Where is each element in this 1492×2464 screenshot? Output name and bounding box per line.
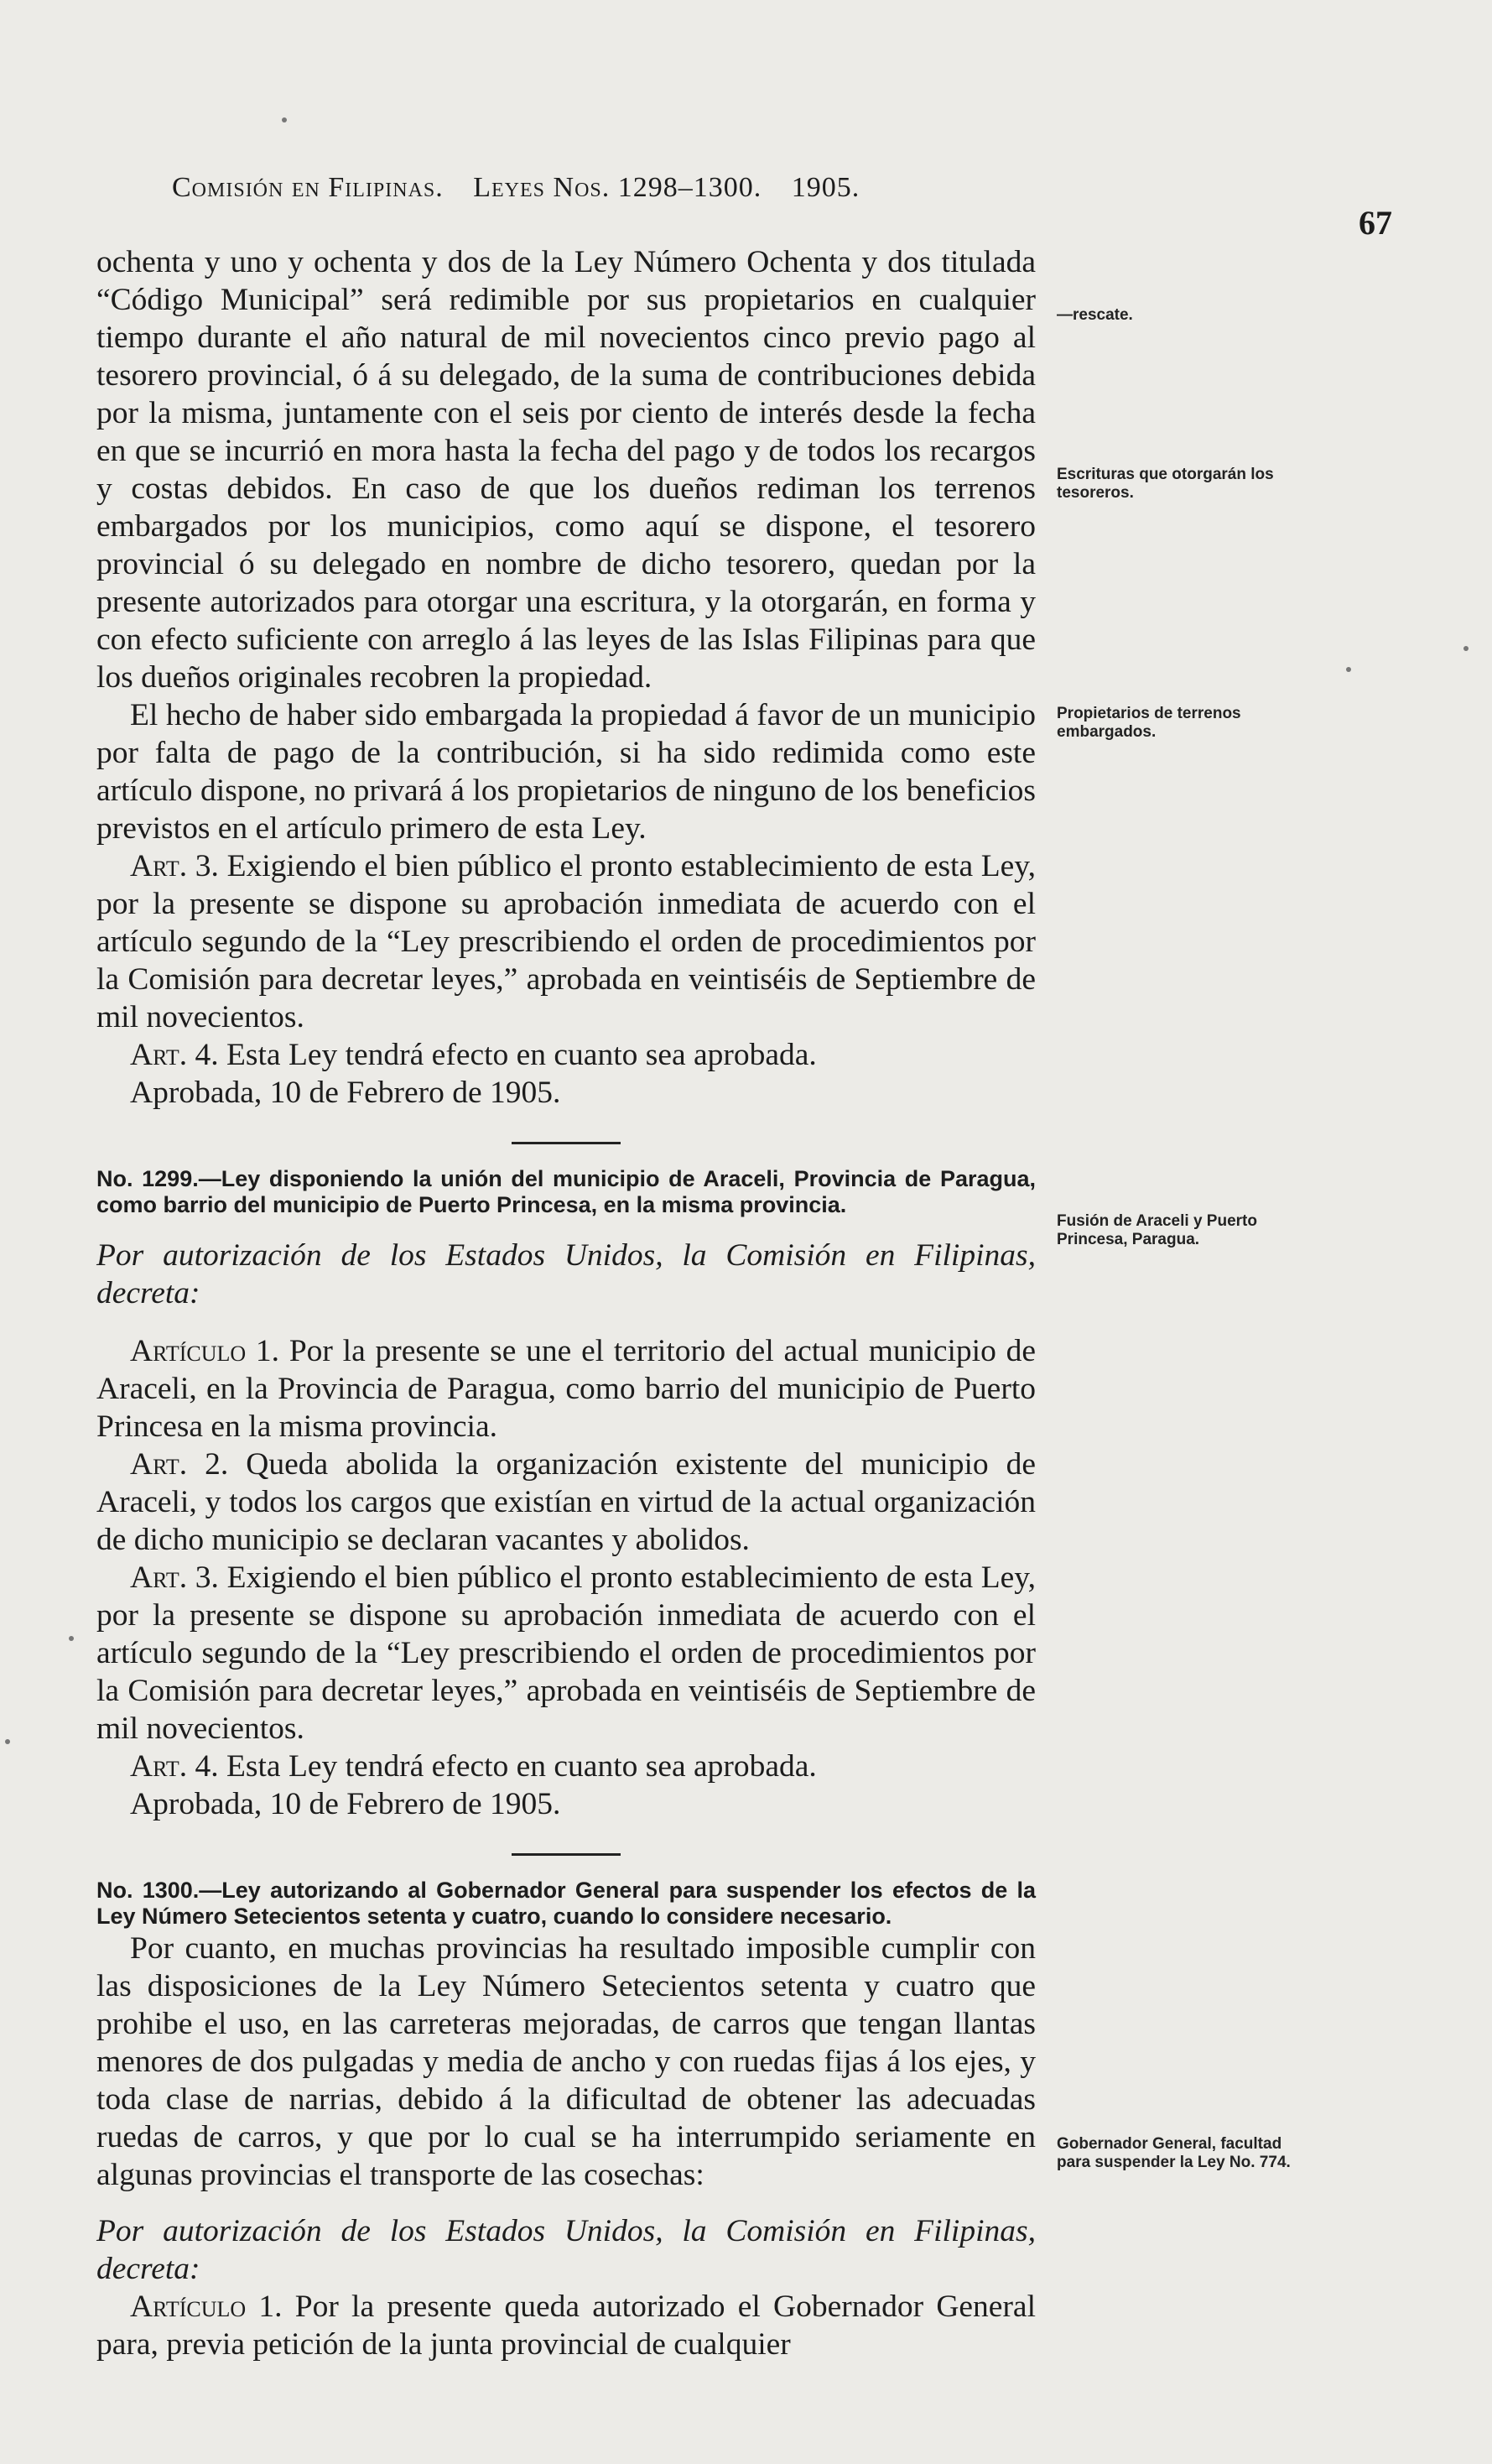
margin-note-escrituras: Escrituras que otorgarán los tesoreros.	[1057, 466, 1274, 502]
law-1300-article-1-text: Por la presente queda autorizado el Gobernador General para, previa petición de la junta provincial de cualquier	[96, 2289, 1036, 2362]
margin-note-propietarios: Propietarios de terrenos embargados.	[1057, 705, 1241, 741]
law-1299-article-3-text: Exigiendo el bien público el pronto establecimiento de esta Ley, por la presente se dispone su aprobación inmediata de acuerdo con el artículo segundo de la “Ley prescribiendo el orden de procedimientos por la Comisión para decretar leyes,” aprobada en veintiséis de Septiembre de mil novecientos.	[96, 1560, 1037, 1746]
law-1299-decretal: Por autorización de los Estados Unidos, la Comisión en Filipinas, decreta:	[96, 1238, 1036, 1310]
law-1299-article-3	[96, 1559, 1036, 1748]
law-1299-article-4-text: Esta Ley tendrá efecto en cuanto sea aprobada.	[226, 1749, 817, 1784]
law-1299-article-1-label: Artículo 1.	[130, 1334, 280, 1368]
main-text-column	[96, 243, 1036, 2363]
running-head-year: 1905.	[791, 172, 860, 203]
law-1300-whereas: Por cuanto, en muchas provincias ha resultado imposible cumplir con las disposiciones de la Ley Número Setecientos setenta y cuatro que prohibe el uso, en las carreteras mejoradas, de carros que tengan llantas menores de dos pulgadas y media de ancho y con ruedas fijas á los ejes, y toda clase de narrias, debido á la dificultad de obtener las adecuadas ruedas de carros, y que por lo cual se ha interrumpido seriamente en algunas provincias el transporte de las cosechas:	[96, 1931, 1036, 2192]
law-1300-decretal: Por autorización de los Estados Unidos, la Comisión en Filipinas, decreta:	[96, 2214, 1036, 2286]
article-3-text: Exigiendo el bien público el pronto establecimiento de esta Ley, por la presente se dispone su aprobación inmediata de acuerdo con el artículo segundo de la “Ley prescribiendo el orden de procedimientos por la Comisión para decretar leyes,” aprobada en veintiséis de Septiembre de mil novecientos.	[96, 849, 1037, 1034]
scan-speck	[1463, 646, 1469, 651]
law-1299-article-1-text: Por la presente se une el territorio del actual municipio de Araceli, en la Provincia de Paragua, como barrio del municipio de Puerto Princesa en la misma provincia.	[96, 1334, 1036, 1444]
law-1299-article-4-label: Art. 4.	[130, 1749, 219, 1784]
scan-speck	[282, 117, 287, 122]
law-1299-article-2-text: Queda abolida la organización existente del municipio de Araceli, y todos los cargos que existían en virtud de la actual organización de dicho municipio se declaran vacantes y abolidos.	[96, 1447, 1037, 1557]
page-number: 67	[1359, 204, 1392, 242]
law-1300-article-1	[96, 2288, 1036, 2363]
article-4	[96, 1036, 1036, 1074]
running-head	[172, 172, 1053, 204]
article-4-label: Art. 4.	[130, 1038, 219, 1072]
law-1299-article-2	[96, 1446, 1036, 1559]
margin-note-gobernador: Gobernador General, facultad para suspender la Ley No. 774.	[1057, 2135, 1291, 2171]
law-1300-heading: No. 1300.—Ley autorizando al Gobernador General para suspender los efectos de la Ley Número Setecientos setenta y cuatro, cuando lo considere necesario.	[96, 1878, 1036, 1929]
law-1299-article-3-label: Art. 3.	[130, 1560, 219, 1595]
law-1300-article-1-label: Artículo 1.	[130, 2289, 283, 2324]
scan-speck	[5, 1739, 10, 1744]
article-3-label: Art. 3.	[130, 849, 219, 883]
law-1299-article-1	[96, 1332, 1036, 1446]
margin-note-fusion: Fusión de Araceli y Puerto Princesa, Paragua.	[1057, 1212, 1257, 1248]
scan-speck	[69, 1636, 74, 1641]
paragraph-continued: ochenta y uno y ochenta y dos de la Ley Número Ochenta y dos titulada “Código Municipal” será redimible por sus propietarios en cualquier tiempo durante el año natural de mil novecientos cinco previo pago al tesorero provincial, ó á su delegado, de la suma de contribuciones debida por la misma, juntamente con el seis por ciento de interés desde la fecha en que se incurrió en mora hasta la fecha del pago y de todos los recargos y costas debidos. En caso de que los dueños rediman los terrenos embargados por los municipios, como aquí se dispone, el tesorero provincial ó su delegado en nombre de dicho tesorero, quedan por la presente autorizados para otorgar una escritura, y la otorgarán, en forma y con efecto suficiente con arreglo á las leyes de las Islas Filipinas para que los dueños originales recobren la propiedad.	[96, 245, 1036, 695]
margin-note-rescate: —rescate.	[1057, 306, 1133, 324]
section-divider	[512, 1142, 621, 1144]
article-3	[96, 847, 1036, 1036]
law-1299-article-2-label: Art. 2.	[130, 1447, 229, 1482]
running-head-commission: Comisión en Filipinas.	[172, 172, 444, 203]
running-head-laws: Leyes Nos. 1298–1300.	[473, 172, 762, 203]
paragraph-embargo: El hecho de haber sido embargada la propiedad á favor de un municipio por falta de pago de la contribución, si ha sido redimida como este artículo dispone, no privará á los propietarios de ninguno de los beneficios previstos en el artículo primero de esta Ley.	[96, 698, 1036, 846]
law-1299-approval-date: Aprobada, 10 de Febrero de 1905.	[130, 1787, 561, 1821]
section-divider	[512, 1853, 621, 1856]
law-1299-heading: No. 1299.—Ley disponiendo la unión del municipio de Araceli, Provincia de Paragua, como barrio del municipio de Puerto Princesa, en la misma provincia.	[96, 1166, 1036, 1217]
article-4-text: Esta Ley tendrá efecto en cuanto sea aprobada.	[226, 1038, 817, 1072]
approval-date: Aprobada, 10 de Febrero de 1905.	[130, 1076, 561, 1110]
scan-speck	[1346, 667, 1351, 672]
law-1299-article-4	[96, 1748, 1036, 1785]
